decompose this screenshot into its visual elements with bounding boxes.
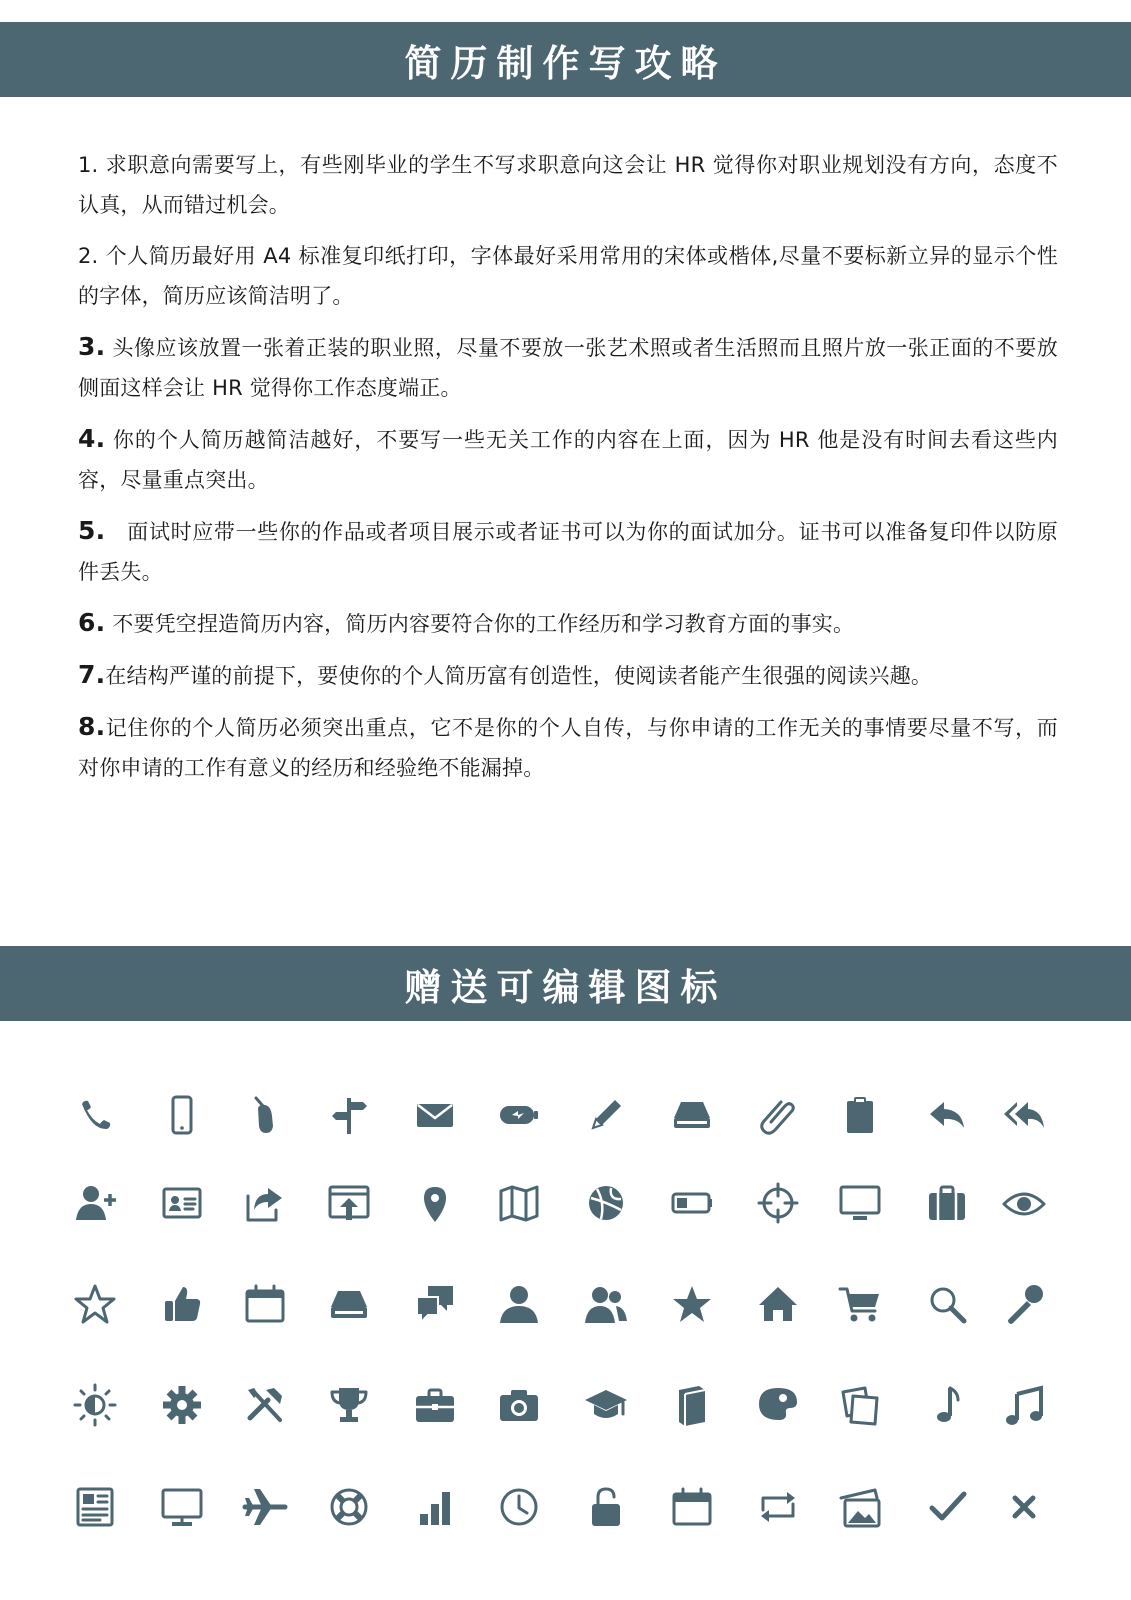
brightness-icon [72, 1382, 118, 1428]
calendar-alt-icon [669, 1484, 715, 1530]
trophy-icon [326, 1382, 372, 1428]
tip-item: 5. 面试时应带一些你的作品或者项目展示或者证书可以为你的面试加分。证书可以准备复印件以防原件丢失。 [78, 516, 1058, 584]
inbox-icon [326, 1281, 372, 1327]
reply-icon [924, 1092, 970, 1138]
icon-grid [76, 1115, 1066, 1595]
check-icon [924, 1484, 970, 1530]
paperclip-icon [755, 1092, 801, 1138]
palette-icon [755, 1382, 801, 1428]
music-notes-icon [1001, 1382, 1047, 1428]
phone-icon [72, 1092, 118, 1138]
mouse-icon [242, 1092, 288, 1138]
tip-item: 2. 个人简历最好用 A4 标准复印纸打印，字体最好采用常用的宋体或楷体,尽量不要标新立异的显示个性的字体，简历应该简洁明了。 [78, 244, 1058, 308]
thumbs-up-icon [159, 1281, 205, 1327]
eye-icon [1001, 1180, 1047, 1226]
search-icon [924, 1281, 970, 1327]
photos-icon [837, 1382, 883, 1428]
graduation-cap-icon [583, 1382, 629, 1428]
tip-item: 6. 不要凭空捏造简历内容，简历内容要符合你的工作经历和学习教育方面的事实。 [78, 608, 855, 637]
share-icon [242, 1180, 288, 1226]
map-icon [496, 1180, 542, 1226]
tip-item: 1. 求职意向需要写上，有些刚毕业的学生不写求职意向这会让 HR 觉得你对职业规划没有方向，态度不认真，从而错过机会。 [78, 153, 1058, 217]
crosshair-icon [755, 1180, 801, 1226]
picture-icon [837, 1484, 883, 1530]
gear-icon [159, 1382, 205, 1428]
section-title: 赠送可编辑图标 [404, 965, 727, 1009]
battery-low-icon [669, 1180, 715, 1226]
page-title: 简历制作写攻略 [404, 41, 727, 85]
tips-list [78, 145, 1058, 799]
add-user-icon [72, 1180, 118, 1226]
mail-icon [412, 1092, 458, 1138]
suitcase-icon [924, 1180, 970, 1226]
chat-icon [412, 1281, 458, 1327]
microphone-icon [1001, 1281, 1047, 1327]
music-note-icon [924, 1382, 970, 1428]
camera-icon [496, 1382, 542, 1428]
bar-chart-icon [412, 1484, 458, 1530]
desktop-icon [159, 1484, 205, 1530]
calendar-icon [242, 1281, 288, 1327]
home-icon [755, 1281, 801, 1327]
tip-item: 8.记住你的个人简历必须突出重点，它不是你的个人自传，与你申请的工作无关的事情要尽量不写，而对你申请的工作有意义的经历和经验绝不能漏掉。 [78, 712, 1058, 780]
close-icon [1001, 1484, 1047, 1530]
lifebuoy-icon [326, 1484, 372, 1530]
repeat-icon [755, 1484, 801, 1530]
title-banner [0, 22, 1131, 97]
cart-icon [837, 1281, 883, 1327]
star-outline-icon [72, 1281, 118, 1327]
drive-icon [669, 1092, 715, 1138]
briefcase-icon [412, 1382, 458, 1428]
signpost-icon [326, 1092, 372, 1138]
id-card-icon [159, 1180, 205, 1226]
battery-charging-icon [496, 1092, 542, 1138]
pencil-icon [583, 1092, 629, 1138]
book-icon [669, 1382, 715, 1428]
tip-item: 7.在结构严谨的前提下，要使你的个人简历富有创造性，使阅读者能产生很强的阅读兴趣。 [78, 660, 933, 689]
clock-icon [496, 1484, 542, 1530]
users-icon [583, 1281, 629, 1327]
clipboard-icon [837, 1092, 883, 1138]
mobile-icon [159, 1092, 205, 1138]
tip-item: 4. 你的个人简历越简洁越好，不要写一些无关工作的内容在上面，因为 HR 他是没有时间去看这些内容，尽量重点突出。 [78, 424, 1058, 492]
monitor-icon [837, 1180, 883, 1226]
icons-banner [0, 946, 1131, 1021]
upload-window-icon [326, 1180, 372, 1226]
airplane-icon [242, 1484, 288, 1530]
reply-all-icon [1001, 1092, 1047, 1138]
tools-icon [242, 1382, 288, 1428]
tip-item: 3. 头像应该放置一张着正装的职业照，尽量不要放一张艺术照或者生活照而且照片放一张正面的不要放侧面这样会让 HR 觉得你工作态度端正。 [78, 332, 1058, 400]
user-icon [496, 1281, 542, 1327]
location-pin-icon [412, 1180, 458, 1226]
newspaper-icon [72, 1484, 118, 1530]
star-icon [669, 1281, 715, 1327]
lock-open-icon [583, 1484, 629, 1530]
basketball-icon [583, 1180, 629, 1226]
